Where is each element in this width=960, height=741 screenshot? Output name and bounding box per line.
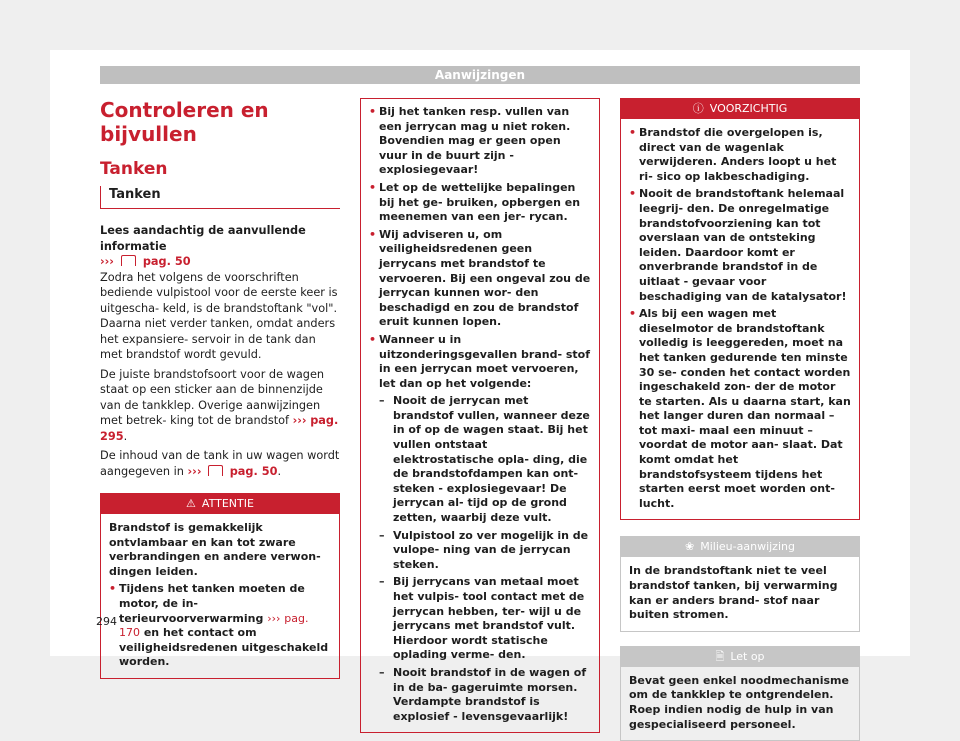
voorzichtig-header: ⓘ VOORZICHTIG <box>621 99 859 119</box>
note-icon: 🗎 <box>715 649 725 663</box>
page-ref-link[interactable]: pag. 295 <box>100 414 339 443</box>
voorzichtig-body <box>621 119 859 519</box>
attentie-continued-body <box>361 99 599 732</box>
manual-page <box>50 50 910 731</box>
bullet-item: • Let op de wettelijke bepalingen bij het ge- bruiken, opbergen en meenemen van een jer- rycan. <box>369 181 591 225</box>
column-left <box>100 98 340 679</box>
attentie-continued-box <box>360 98 600 733</box>
dash-item: – Nooit brandstof in de wagen of in de ba- gageruimte morsen. Verdampte brandstof is explosief - levensgevaarlijk! <box>369 666 591 724</box>
milieu-header: ❀ Milieu-aanwijzing <box>621 537 859 557</box>
page-title: Controleren en bijvullen <box>100 98 269 146</box>
bullet-item: • Wij adviseren u, om veiligheidsredenen geen jerrycans met brandstof te vervoeren. Bij een ongeval zou de jerrycan kunnen wor- den beschadigd en zou de brandstof eruit kunnen lopen. <box>369 228 591 330</box>
chapter-header: Aanwijzingen <box>100 66 860 84</box>
bullet-item: • Wanneer u in uitzonderingsgevallen brand- stof in een jerrycan moet vervoeren, let dan op het volgende: <box>369 333 591 391</box>
bullet-item: • Bij het tanken resp. vullen van een jerrycan mag u niet roken. Bovendien mag er geen open vuur in de buurt zijn - explosiegevaar! <box>369 105 591 178</box>
dash-item: – Vulpistool zo ver mogelijk in de vulope- ning van de jerrycan steken. <box>369 529 591 573</box>
book-icon <box>208 465 223 476</box>
ref-arrows: ››› <box>100 255 114 268</box>
attentie-body: Brandstof is gemakkelijk ontvlambaar en kan tot zware verbrandingen en andere verwon- dingen leiden. • Tijdens het tanken moeten de motor, de in- terieurvoorverwarming ››› pag. 170 en het contact om veiligheidsredenen uitgeschakeld worden. <box>101 514 339 678</box>
paragraph-tank-capacity: De inhoud van de tank in uw wagen wordt aangegeven in ››› pag. 50. <box>100 449 340 478</box>
attentie-bullet: • Tijdens het tanken moeten de motor, de in- terieurvoorverwarming ››› pag. 170 en het contact om veiligheidsredenen uitgeschakeld worden. <box>109 582 331 670</box>
page-ref-link[interactable]: pag. 50 <box>229 464 278 478</box>
voorzichtig-box <box>620 98 860 520</box>
page-ref-link[interactable]: pag. 170 <box>119 611 309 640</box>
bullet-item: • Brandstof die overgelopen is, direct van de wagenlak verwijderen. Anders loopt u het ri- sico op lakbeschadiging. <box>629 126 851 184</box>
paragraph-full: Zodra het volgens de voorschriften bediende vulpistool voor de eerste keer is uitgescha- keld, is de brandstoftank "vol". Daarna niet verder tanken, omdat anders het expansiere- servoir in de tank dan met brandstof wordt gevuld. <box>100 270 338 361</box>
dash-item: – Nooit de jerrycan met brandstof vullen, wanneer deze in of op de wagen staat. Bij het vullen ontstaat elektrostatische opla- ding, die de brandstofdampen kan ont- steken - explosiegevaar! De jerrycan al- tijd op de grond zetten, waarbij deze vult. <box>369 394 591 525</box>
book-icon <box>121 255 136 266</box>
leaf-icon: ❀ <box>685 540 695 554</box>
warning-triangle-icon: ⚠ <box>186 497 196 510</box>
bullet-item: • Als bij een wagen met dieselmotor de brandstoftank volledig is leeggereden, moet na het tanken gedurende ten minste 30 se- conden het contact worden ingeschakeld zon- der de motor te starten. Als u daarna start, kan het langer duren dan normaal – tot maxi- maal een minuut – voordat de motor aan- slaat. Dat komt omdat het brandstofsysteem tijdens het starten eerst moet worden ont- lucht. <box>629 307 851 511</box>
letop-box <box>620 646 860 741</box>
letop-body: Bevat geen enkel noodmechanisme om de tankklep te ontgrendelen. Roep indien nodig de hulp in van gespecialiseerd personeel. <box>629 673 849 731</box>
lead-paragraph: Lees aandachtig de aanvullende informatie ››› pag. 50 <box>100 224 306 268</box>
column-middle <box>360 98 600 733</box>
letop-header: 🗎 Let op <box>621 647 859 667</box>
milieu-box <box>620 536 860 631</box>
info-circle-icon: ⓘ <box>692 102 704 115</box>
dash-item: – Bij jerrycans van metaal moet het vulpis- tool contact met de jerrycan hebben, ter- wijl u de jerrycans met brandstof vult. Hierdoor wordt statische oplading verme- den. <box>369 575 591 663</box>
attentie-header: ⚠ ATTENTIE <box>101 494 339 514</box>
paragraph-fuel-type: De juiste brandstofsoort voor de wagen staat op een sticker aan de binnenzijde van de tankklep. Overige aanwijzingen met betrek- king tot de brandstof ››› pag. 295. <box>100 367 339 443</box>
page-ref-link[interactable]: pag. 50 <box>142 255 191 268</box>
attentie-box <box>100 493 340 679</box>
subsection-title: Tanken <box>100 186 340 209</box>
column-right <box>620 98 860 741</box>
page-number: 294 <box>96 615 117 628</box>
bullet-item: • Nooit de brandstoftank helemaal leegrij- den. De onregelmatige brandstofvoorziening kan tot overslaan van de ontsteking leiden. Daardoor komt er onverbrande brandstof in de uitlaat - gevaar voor beschadiging van de katalysator! <box>629 187 851 304</box>
section-title: Tanken <box>100 159 168 179</box>
milieu-body: In de brandstoftank niet te veel brandstof tanken, bij verwarming kan er anders brand- stof naar buiten stromen. <box>629 564 838 622</box>
